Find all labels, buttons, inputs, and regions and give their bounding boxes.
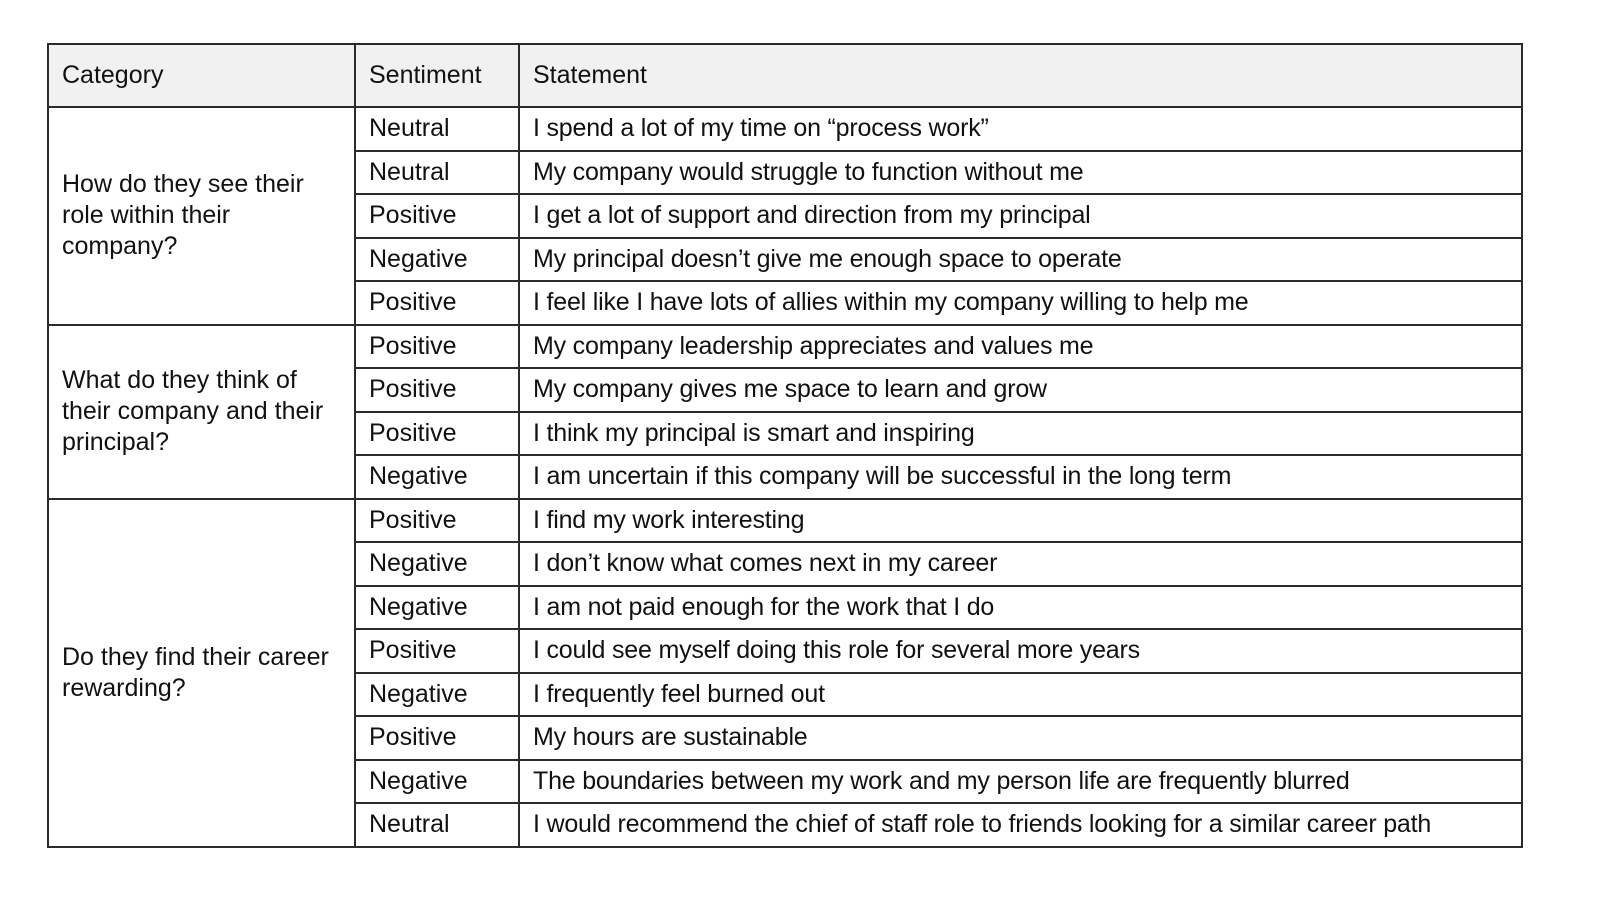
sentiment-cell: Negative [355, 455, 519, 499]
sentiment-cell: Negative [355, 760, 519, 804]
sentiment-cell: Positive [355, 368, 519, 412]
sentiment-cell: Negative [355, 238, 519, 282]
sentiment-cell: Neutral [355, 107, 519, 151]
statement-cell: My company leadership appreciates and values me [519, 325, 1522, 369]
sentiment-cell: Negative [355, 586, 519, 630]
statement-cell: I could see myself doing this role for several more years [519, 629, 1522, 673]
sentiment-cell: Positive [355, 281, 519, 325]
sentiment-cell: Positive [355, 629, 519, 673]
statement-cell: My principal doesn’t give me enough space to operate [519, 238, 1522, 282]
column-header-sentiment: Sentiment [355, 44, 519, 107]
header-row [48, 44, 1522, 107]
sentiment-statements-table [47, 43, 1523, 848]
statement-cell: My company would struggle to function without me [519, 151, 1522, 195]
category-cell: Do they find their career rewarding? [48, 499, 355, 847]
sentiment-cell: Neutral [355, 151, 519, 195]
statement-cell: I spend a lot of my time on “process work” [519, 107, 1522, 151]
statement-cell: I get a lot of support and direction from my principal [519, 194, 1522, 238]
statement-cell: I am uncertain if this company will be successful in the long term [519, 455, 1522, 499]
column-header-category: Category [48, 44, 355, 107]
statement-cell: My hours are sustainable [519, 716, 1522, 760]
sentiment-cell: Positive [355, 412, 519, 456]
sentiment-cell: Positive [355, 716, 519, 760]
sentiment-cell: Positive [355, 325, 519, 369]
statement-cell: My company gives me space to learn and grow [519, 368, 1522, 412]
statement-cell: I am not paid enough for the work that I do [519, 586, 1522, 630]
table-body [48, 107, 1522, 847]
sentiment-cell: Negative [355, 542, 519, 586]
statement-cell: I would recommend the chief of staff role to friends looking for a similar career path [519, 803, 1522, 847]
category-cell: How do they see their role within their company? [48, 107, 355, 325]
statement-cell: The boundaries between my work and my person life are frequently blurred [519, 760, 1522, 804]
sentiment-cell: Positive [355, 194, 519, 238]
category-cell: What do they think of their company and their principal? [48, 325, 355, 499]
column-header-statement: Statement [519, 44, 1522, 107]
sentiment-cell: Negative [355, 673, 519, 717]
table-row [48, 325, 1522, 369]
table-row [48, 107, 1522, 151]
sentiment-cell: Positive [355, 499, 519, 543]
sentiment-table-container [47, 43, 1521, 848]
sentiment-cell: Neutral [355, 803, 519, 847]
table-row [48, 499, 1522, 543]
statement-cell: I feel like I have lots of allies within my company willing to help me [519, 281, 1522, 325]
statement-cell: I don’t know what comes next in my career [519, 542, 1522, 586]
table-header [48, 44, 1522, 107]
statement-cell: I think my principal is smart and inspiring [519, 412, 1522, 456]
statement-cell: I find my work interesting [519, 499, 1522, 543]
statement-cell: I frequently feel burned out [519, 673, 1522, 717]
